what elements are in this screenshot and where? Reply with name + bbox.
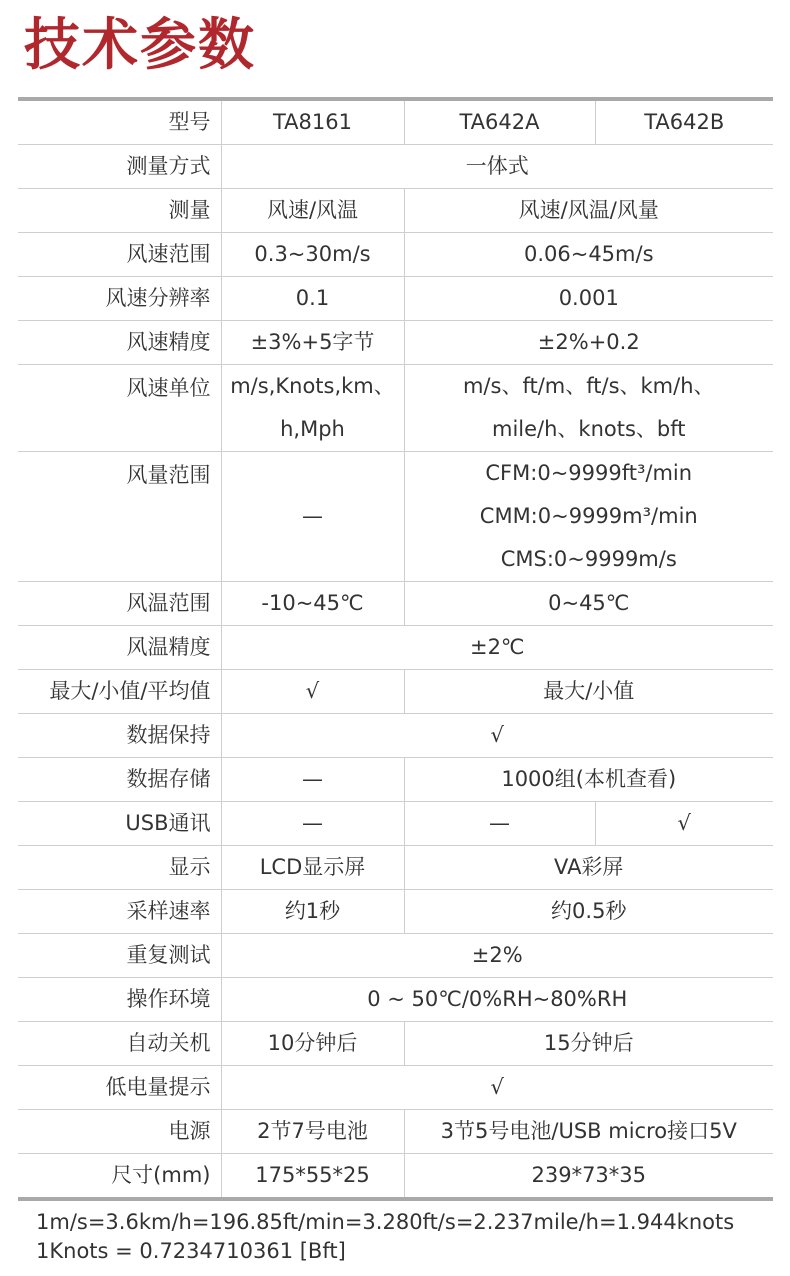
cell: ±3%+5字节 bbox=[221, 321, 404, 365]
row-label: 风量范围 bbox=[18, 452, 221, 582]
table-row bbox=[18, 714, 773, 758]
cell: — bbox=[221, 802, 404, 846]
cell: — bbox=[404, 802, 595, 846]
row-label: 风速单位 bbox=[18, 365, 221, 452]
table-row bbox=[18, 670, 773, 714]
row-label: 低电量提示 bbox=[18, 1066, 221, 1110]
note-line: 1m/s=3.6km/h=196.85ft/min=3.280ft/s=2.237mile/h=1.944knots bbox=[36, 1210, 735, 1234]
row-label: 风速分辨率 bbox=[18, 277, 221, 321]
row-label: 测量方式 bbox=[18, 145, 221, 189]
table-row bbox=[18, 1154, 773, 1198]
cell: 239*73*35 bbox=[404, 1154, 773, 1198]
note-line: 1Knots = 0.7234710361 [Bft] bbox=[36, 1239, 346, 1263]
row-label: 风温精度 bbox=[18, 626, 221, 670]
unit-conversion-notes bbox=[36, 1208, 734, 1266]
row-label: USB通讯 bbox=[18, 802, 221, 846]
cell: 0.001 bbox=[404, 277, 773, 321]
cell: ±2%+0.2 bbox=[404, 321, 773, 365]
row-label: 最大/小值/平均值 bbox=[18, 670, 221, 714]
row-label: 风速范围 bbox=[18, 233, 221, 277]
cell bbox=[404, 452, 773, 582]
table-row bbox=[18, 101, 773, 145]
table-row bbox=[18, 1022, 773, 1066]
cell: 0~45℃ bbox=[404, 582, 773, 626]
cell: TA8161 bbox=[221, 101, 404, 145]
table-row bbox=[18, 1110, 773, 1154]
table-row bbox=[18, 582, 773, 626]
cell: 3节5号电池/USB micro接口5V bbox=[404, 1110, 773, 1154]
table-row bbox=[18, 846, 773, 890]
cell: √ bbox=[221, 714, 773, 758]
cell: 风速/风温 bbox=[221, 189, 404, 233]
cell: ±2℃ bbox=[221, 626, 773, 670]
cell: 风速/风温/风量 bbox=[404, 189, 773, 233]
row-label: 重复测试 bbox=[18, 934, 221, 978]
table-row bbox=[18, 934, 773, 978]
cell: 0.06~45m/s bbox=[404, 233, 773, 277]
table-row bbox=[18, 978, 773, 1022]
row-label: 数据保持 bbox=[18, 714, 221, 758]
cell: √ bbox=[221, 1066, 773, 1110]
cell: 最大/小值 bbox=[404, 670, 773, 714]
cell bbox=[221, 365, 404, 452]
cell: 约1秒 bbox=[221, 890, 404, 934]
cell: 一体式 bbox=[221, 145, 773, 189]
table-row bbox=[18, 1066, 773, 1110]
cell: 2节7号电池 bbox=[221, 1110, 404, 1154]
table-row bbox=[18, 321, 773, 365]
cell-line: m/s、ft/m、ft/s、km/h、 bbox=[462, 374, 715, 398]
row-label: 采样速率 bbox=[18, 890, 221, 934]
cell: TA642A bbox=[404, 101, 595, 145]
cell: TA642B bbox=[595, 101, 773, 145]
cell: 10分钟后 bbox=[221, 1022, 404, 1066]
cell: 0.1 bbox=[221, 277, 404, 321]
page-title: 技术参数 bbox=[24, 13, 256, 78]
cell: ±2% bbox=[221, 934, 773, 978]
row-label: 显示 bbox=[18, 846, 221, 890]
row-label: 测量 bbox=[18, 189, 221, 233]
cell-line: CMM:0~9999m³/min bbox=[479, 504, 698, 528]
cell-line: mile/h、knots、bft bbox=[491, 417, 686, 441]
row-label: 型号 bbox=[18, 101, 221, 145]
row-label: 尺寸(mm) bbox=[111, 1163, 211, 1187]
table-row bbox=[18, 233, 773, 277]
table-row bbox=[18, 365, 773, 452]
cell: 约0.5秒 bbox=[404, 890, 773, 934]
table-row bbox=[18, 802, 773, 846]
cell: VA彩屏 bbox=[404, 846, 773, 890]
row-label: 风温范围 bbox=[18, 582, 221, 626]
cell: 0.3~30m/s bbox=[221, 233, 404, 277]
cell: — bbox=[221, 758, 404, 802]
cell: 1000组(本机查看) bbox=[404, 758, 773, 802]
cell-line: CMS:0~9999m/s bbox=[500, 547, 677, 571]
table-row bbox=[18, 758, 773, 802]
cell-line: h,Mph bbox=[280, 417, 345, 441]
cell: — bbox=[221, 452, 404, 582]
cell-line: CFM:0~9999ft³/min bbox=[485, 461, 693, 485]
cell: -10~45℃ bbox=[221, 582, 404, 626]
row-label: 风速精度 bbox=[18, 321, 221, 365]
table-row bbox=[18, 189, 773, 233]
cell: 0 ~ 50℃/0%RH~80%RH bbox=[221, 978, 773, 1022]
row-label: 电源 bbox=[18, 1110, 221, 1154]
table-row bbox=[18, 452, 773, 582]
table-row bbox=[18, 626, 773, 670]
cell: √ bbox=[595, 802, 773, 846]
table-row bbox=[18, 890, 773, 934]
row-label: 数据存储 bbox=[18, 758, 221, 802]
row-label: 自动关机 bbox=[18, 1022, 221, 1066]
cell: 15分钟后 bbox=[404, 1022, 773, 1066]
table-row bbox=[18, 145, 773, 189]
table-row bbox=[18, 277, 773, 321]
row-label: 操作环境 bbox=[18, 978, 221, 1022]
cell: 175*55*25 bbox=[221, 1154, 404, 1198]
cell: LCD显示屏 bbox=[221, 846, 404, 890]
cell: √ bbox=[221, 670, 404, 714]
cell bbox=[404, 365, 773, 452]
spec-table bbox=[18, 97, 773, 1201]
cell-line: m/s,Knots,km、 bbox=[230, 374, 395, 398]
